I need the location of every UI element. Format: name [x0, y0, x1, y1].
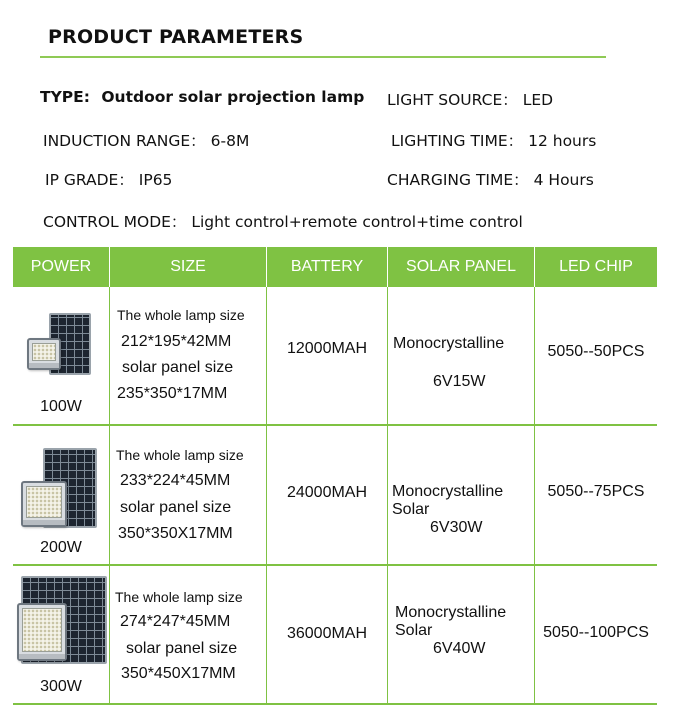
param-lighting-time-label: LIGHTING TIME：: [391, 132, 524, 150]
param-ip-grade-label: IP GRADE：: [45, 171, 134, 189]
header-size: SIZE: [170, 258, 206, 275]
row-3-size-lamp-value: 274*247*45MM: [120, 613, 231, 630]
param-lighting-time-value: 12 hours: [528, 132, 597, 150]
row-1-solar: [393, 335, 533, 391]
product-image-200w: [19, 439, 105, 531]
flood-lamp-icon: [21, 481, 67, 527]
row-3-power: 300W: [40, 678, 82, 695]
column-divider: [109, 287, 110, 705]
row-2-solar-type: Monocrystalline: [392, 483, 504, 500]
row-2-power: 200W: [40, 539, 82, 556]
row-3-solar: [395, 604, 535, 658]
row-2-size-panel-label: solar panel size: [120, 499, 232, 516]
row-1-solar-type: Monocrystalline: [393, 335, 505, 352]
row-3-solar-rating: 6V40W: [433, 640, 486, 657]
row-divider: [13, 564, 657, 566]
param-control-mode-value: Light control+remote control+time control: [191, 213, 523, 231]
param-lighting-time: [391, 129, 596, 151]
param-type-value: Outdoor solar projection lamp: [101, 88, 365, 106]
param-control-mode: [43, 210, 523, 232]
row-3-size-panel-label: solar panel size: [126, 640, 238, 657]
row-3-led-chip: 5050--100PCS: [543, 624, 649, 641]
row-2-size-panel-value: 350*350X17MM: [118, 525, 233, 542]
row-1-size: [117, 307, 265, 411]
product-image-300w: [15, 574, 107, 666]
column-divider: [387, 287, 388, 705]
row-2-solar: [392, 483, 532, 537]
table-header: [13, 247, 657, 287]
row-3-solar-kind: Solar: [395, 622, 433, 639]
param-light-source: [387, 88, 553, 110]
row-3-size-lamp-label: The whole lamp size: [115, 589, 243, 605]
row-1-led-chip: 5050--50PCS: [547, 343, 645, 360]
header-battery: BATTERY: [290, 258, 364, 275]
row-1-size-lamp-value: 212*195*42MM: [121, 333, 232, 350]
row-1-power: 100W: [40, 398, 82, 415]
row-3-battery: 36000MAH: [286, 625, 368, 642]
param-ip-grade-value: IP65: [138, 171, 173, 189]
param-charging-time-value: 4 Hours: [533, 171, 594, 189]
row-2-led-chip: 5050--75PCS: [547, 483, 645, 500]
row-1-solar-rating: 6V15W: [433, 373, 486, 390]
param-control-mode-label: CONTROL MODE：: [43, 213, 187, 231]
param-type: [40, 88, 364, 106]
row-2-solar-rating: 6V30W: [430, 519, 483, 536]
flood-lamp-icon: [27, 338, 61, 370]
header-led-chip: LED CHIP: [559, 258, 633, 275]
row-2-size-lamp-label: The whole lamp size: [116, 447, 244, 463]
flood-lamp-icon: [17, 603, 67, 661]
param-ip-grade: [45, 168, 172, 190]
row-1-battery: 12000MAH: [286, 340, 368, 357]
row-3-solar-type: Monocrystalline: [395, 604, 507, 621]
page-title: PRODUCT PARAMETERS: [48, 26, 304, 48]
row-1-size-panel-value: 235*350*17MM: [117, 385, 228, 402]
row-2-solar-kind: Solar: [392, 501, 430, 518]
param-induction-range: [43, 129, 249, 151]
param-type-label: TYPE:: [40, 88, 90, 106]
row-1-size-lamp-label: The whole lamp size: [117, 307, 245, 323]
row-3-size: [115, 589, 265, 691]
title-underline: [40, 56, 606, 58]
param-induction-range-label: INDUCTION RANGE：: [43, 132, 206, 150]
row-2-size: [116, 447, 264, 551]
product-image-100w: [23, 297, 103, 377]
row-2-battery: 24000MAH: [286, 484, 368, 501]
param-charging-time-label: CHARGING TIME：: [387, 171, 529, 189]
param-light-source-value: LED: [522, 91, 554, 109]
row-divider: [13, 424, 657, 426]
row-1-size-panel-label: solar panel size: [122, 359, 234, 376]
header-power: POWER: [30, 258, 92, 275]
header-solar-panel: SOLAR PANEL: [406, 258, 516, 275]
row-2-size-lamp-value: 233*224*45MM: [120, 472, 231, 489]
param-induction-range-value: 6-8M: [210, 132, 250, 150]
param-light-source-label: LIGHT SOURCE：: [387, 91, 518, 109]
param-charging-time: [387, 168, 594, 190]
row-3-size-panel-value: 350*450X17MM: [121, 665, 236, 682]
row-divider: [13, 703, 657, 705]
